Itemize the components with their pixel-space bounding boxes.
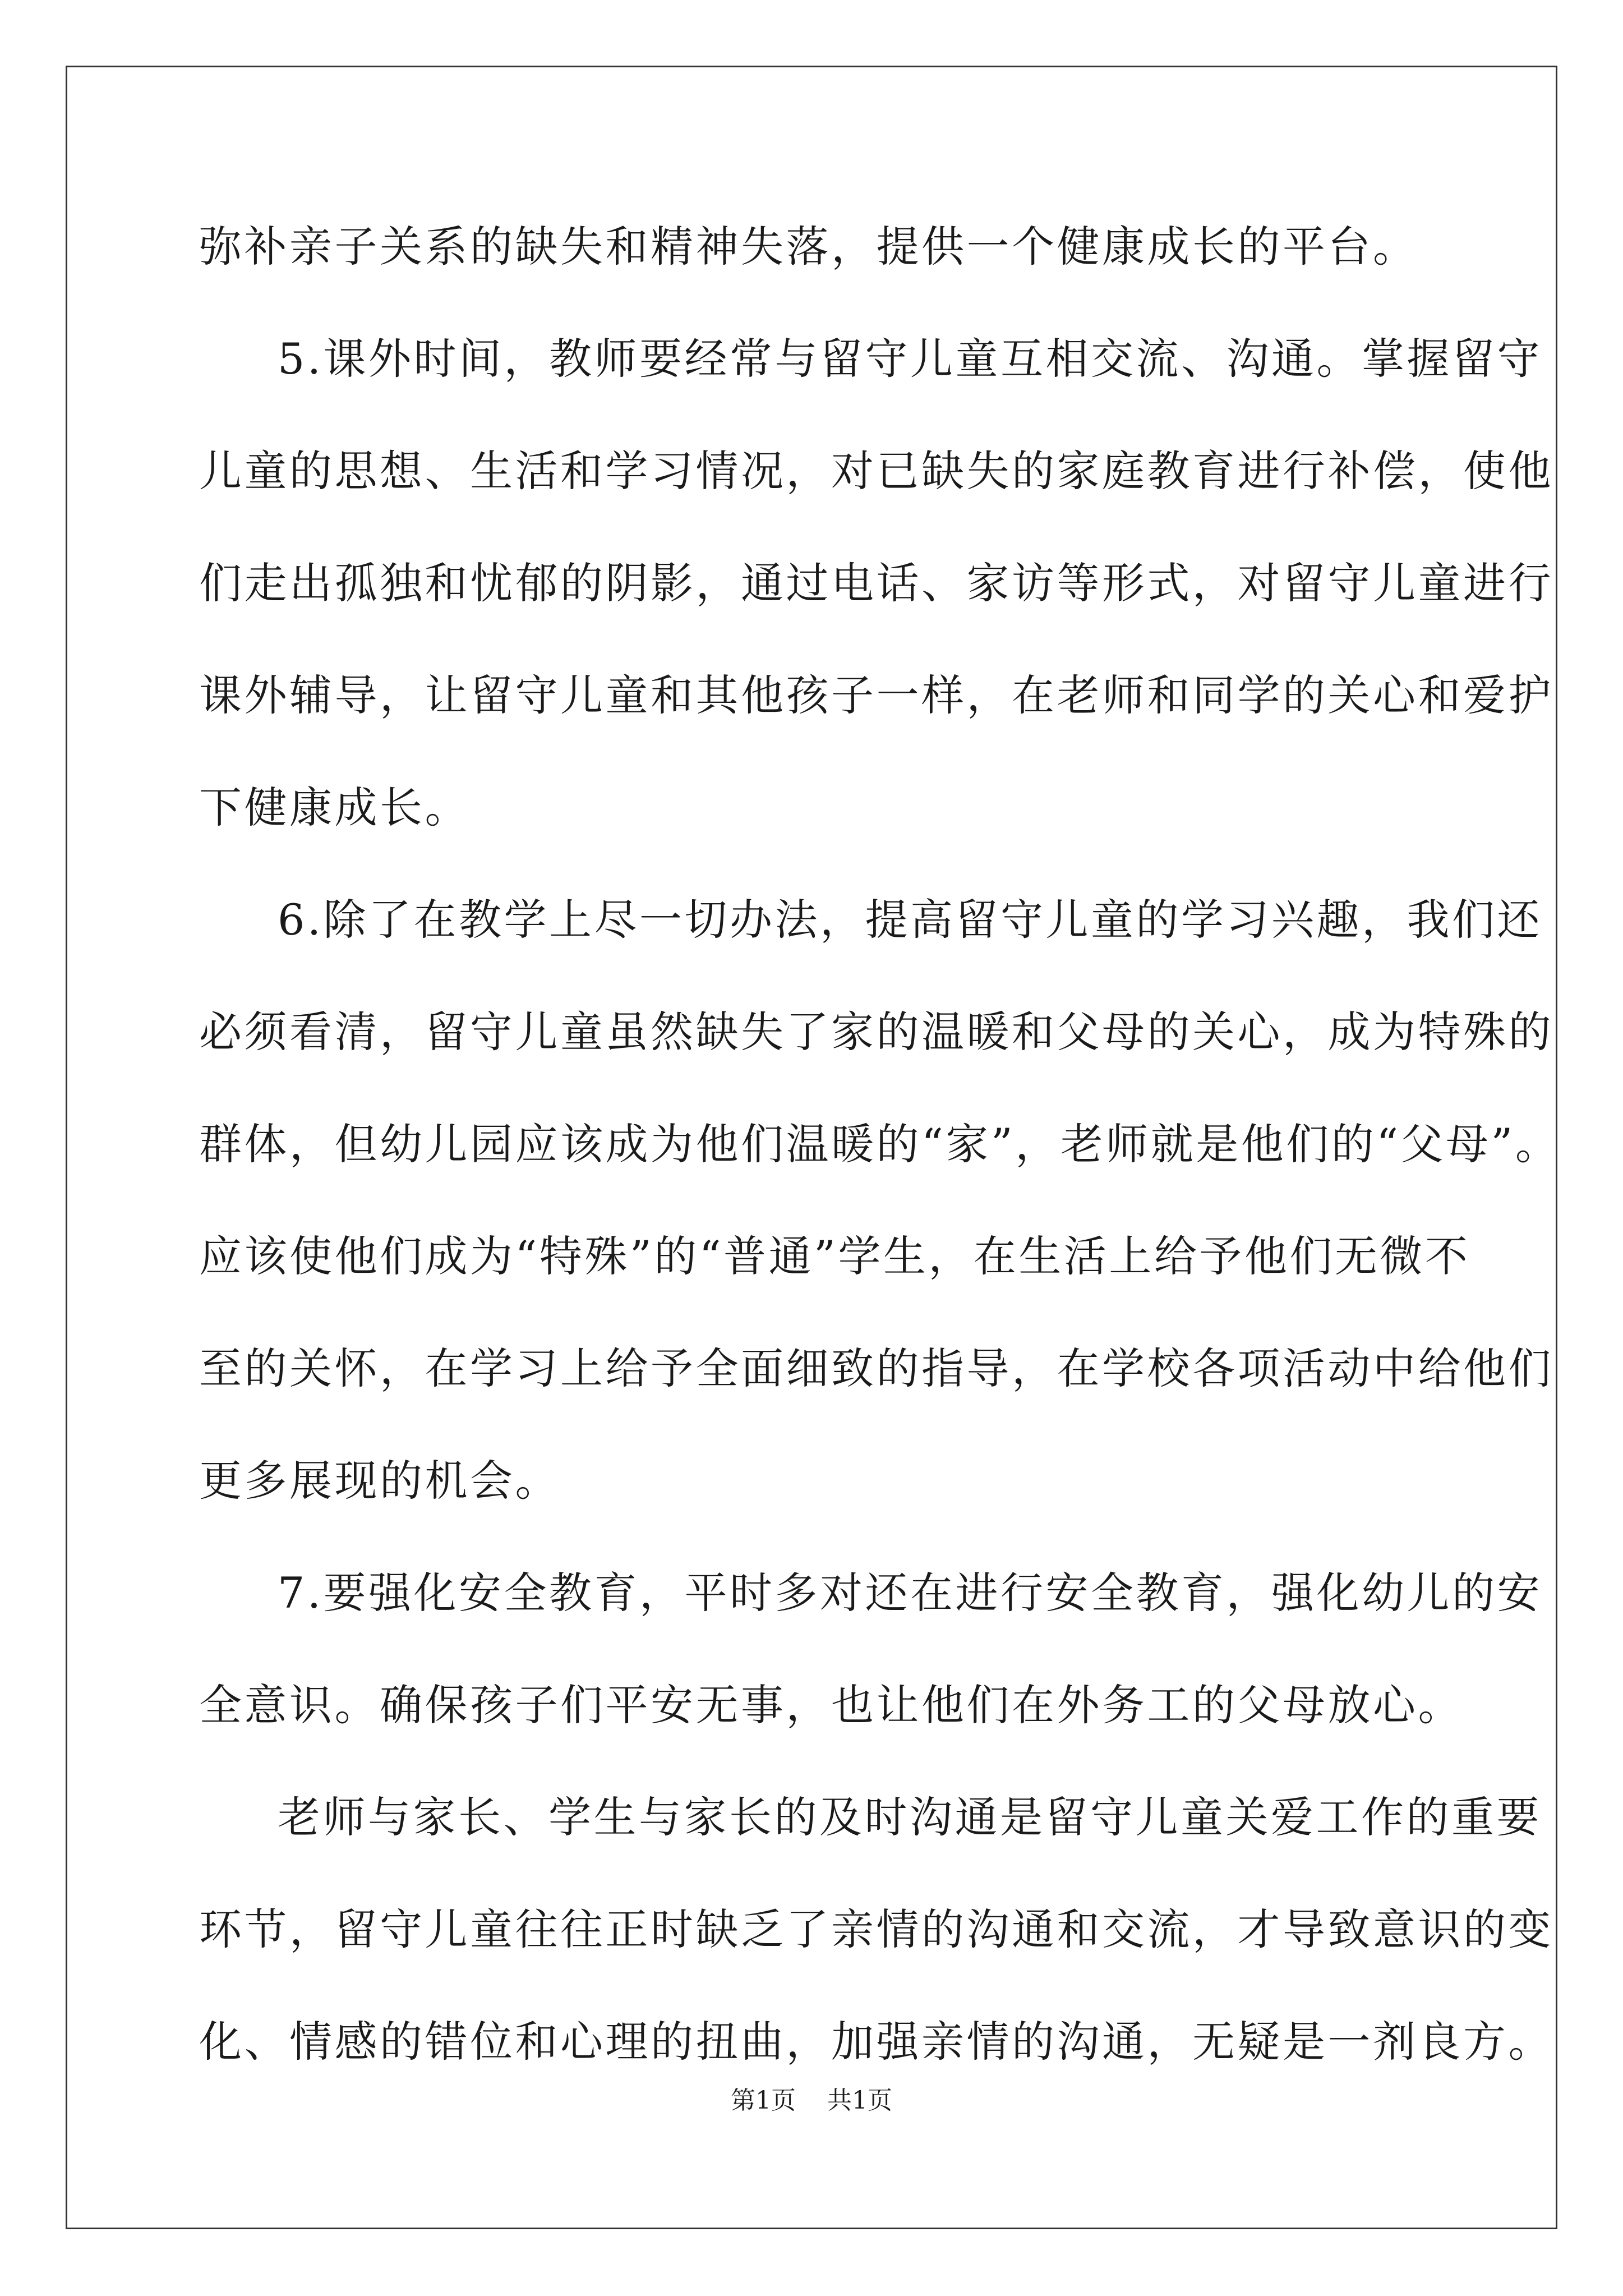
paragraph-line: 5.课外时间，教师要经常与留守儿童互相交流、沟通。掌握留守 [278,334,1543,384]
paragraph-line: 至的关怀，在学习上给予全面细致的指导，在学校各项活动中给他们 [199,1343,1553,1393]
paragraph-line: 化、情感的错位和心理的扭曲，加强亲情的沟通，无疑是一剂良方。 [199,2017,1553,2067]
paragraph-line: 环节，留守儿童往往正时缺乏了亲情的沟通和交流，才导致意识的变 [199,1904,1553,1954]
paragraph-line: 更多展现的机会。 [199,1456,560,1506]
page-number-current: 第1页 [731,2086,796,2115]
paragraph-line: 课外辅导，让留守儿童和其他孩子一样，在老师和同学的关心和爱护 [199,670,1553,720]
paragraph-line: 老师与家长、学生与家长的及时沟通是留守儿童关爱工作的重要 [278,1792,1542,1842]
paragraph-line: 们走出孤独和忧郁的阴影，通过电话、家访等形式，对留守儿童进行 [199,558,1553,608]
paragraph-line: 应该使他们成为“特殊”的“普通”学生，在生活上给予他们无微不 [199,1231,1470,1281]
document-body [199,213,1561,2120]
paragraph-line: 弥补亲子关系的缺失和精神失落，提供一个健康成长的平台。 [199,222,1418,272]
paragraph-line: 儿童的思想、生活和学习情况，对已缺失的家庭教育进行补偿，使他 [199,446,1553,496]
paragraph-line: 7.要强化安全教育，平时多对还在进行安全教育，强化幼儿的安 [278,1568,1543,1618]
paragraph-line: 全意识。确保孩子们平安无事，也让他们在外务工的父母放心。 [199,1680,1463,1730]
page-number-total: 共1页 [827,2086,892,2115]
paragraph-line: 必须看清，留守儿童虽然缺失了家的温暖和父母的关心，成为特殊的 [199,1007,1553,1057]
paragraph-line: 6.除了在教学上尽一切办法，提高留守儿童的学习兴趣，我们还 [278,895,1543,945]
page-footer [0,2084,1623,2118]
paragraph-line: 下健康成长。 [199,783,470,832]
paragraph-line: 群体，但幼儿园应该成为他们温暖的“家”，老师就是他们的“父母”。 [199,1119,1561,1169]
